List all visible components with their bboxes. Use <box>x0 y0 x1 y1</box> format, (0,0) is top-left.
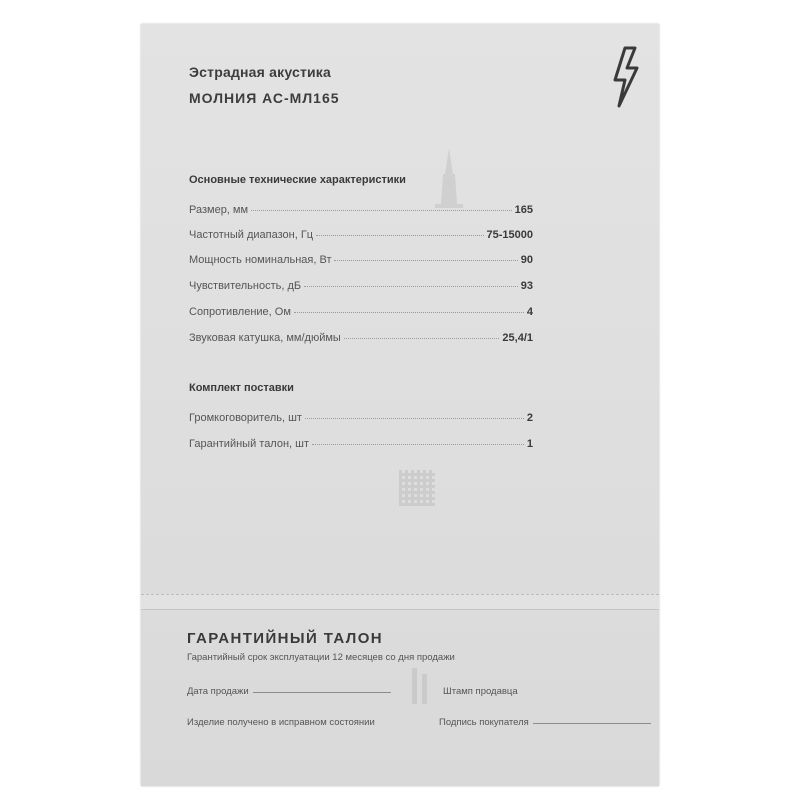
package-row-warranty-card <box>189 438 533 450</box>
spec-value: 165 <box>514 204 533 216</box>
leader-dots <box>316 235 483 236</box>
buyer-signature-line <box>533 723 651 724</box>
received-field <box>187 717 375 728</box>
leader-dots <box>344 338 500 339</box>
specs-title: Основные технические характеристики <box>189 174 406 186</box>
spec-row-size <box>189 204 533 216</box>
product-model: МОЛНИЯ АС-МЛ165 <box>189 90 340 106</box>
spec-label: Сопротивление, Ом <box>189 306 291 318</box>
leader-dots <box>305 418 524 419</box>
spec-label: Размер, мм <box>189 204 249 216</box>
warranty-title: ГАРАНТИЙНЫЙ ТАЛОН <box>187 630 383 647</box>
sale-date-label: Дата продажи <box>187 686 249 697</box>
spec-label: Мощность номинальная, Вт <box>189 254 332 266</box>
spec-label: Чувствительность, дБ <box>189 280 302 292</box>
spec-value: 1 <box>526 438 533 450</box>
spec-row-power <box>189 254 533 266</box>
spec-row-frequency <box>189 229 533 241</box>
tear-off-perforation <box>141 594 659 610</box>
buyer-signature-label: Подпись покупателя <box>439 717 529 728</box>
spec-label: Гарантийный талон, шт <box>189 438 310 450</box>
leader-dots <box>251 210 512 211</box>
product-type: Эстрадная акустика <box>189 64 332 80</box>
lightning-bolt-icon <box>609 46 641 108</box>
package-row-speaker <box>189 412 533 424</box>
leader-dots <box>312 444 524 445</box>
spec-value: 93 <box>520 280 533 292</box>
spec-row-impedance <box>189 306 533 318</box>
leader-dots <box>294 312 524 313</box>
leader-dots <box>304 286 518 287</box>
spec-value: 75-15000 <box>486 229 533 241</box>
watermark-bars-icon <box>409 664 433 708</box>
seller-stamp-label: Штамп продавца <box>443 686 518 697</box>
spec-sheet <box>141 24 659 786</box>
spec-row-voice-coil <box>189 332 533 344</box>
warranty-term: Гарантийный срок эксплуатации 12 месяцев со дня продажи <box>187 652 455 663</box>
spec-value: 25,4/1 <box>502 332 533 344</box>
spec-value: 4 <box>526 306 533 318</box>
spec-value: 2 <box>526 412 533 424</box>
spec-row-sensitivity <box>189 280 533 292</box>
watermark-qr-icon <box>399 470 435 506</box>
leader-dots <box>334 260 517 261</box>
spec-label: Звуковая катушка, мм/дюймы <box>189 332 341 344</box>
buyer-signature-field <box>439 717 651 728</box>
sale-date-line <box>253 692 391 693</box>
spec-label: Частотный диапазон, Гц <box>189 229 314 241</box>
received-label: Изделие получено в исправном состоянии <box>187 717 375 728</box>
package-title: Комплект поставки <box>189 382 294 394</box>
seller-stamp-field <box>443 686 518 697</box>
sale-date-field <box>187 686 391 697</box>
spec-label: Громкоговоритель, шт <box>189 412 302 424</box>
spec-value: 90 <box>520 254 533 266</box>
